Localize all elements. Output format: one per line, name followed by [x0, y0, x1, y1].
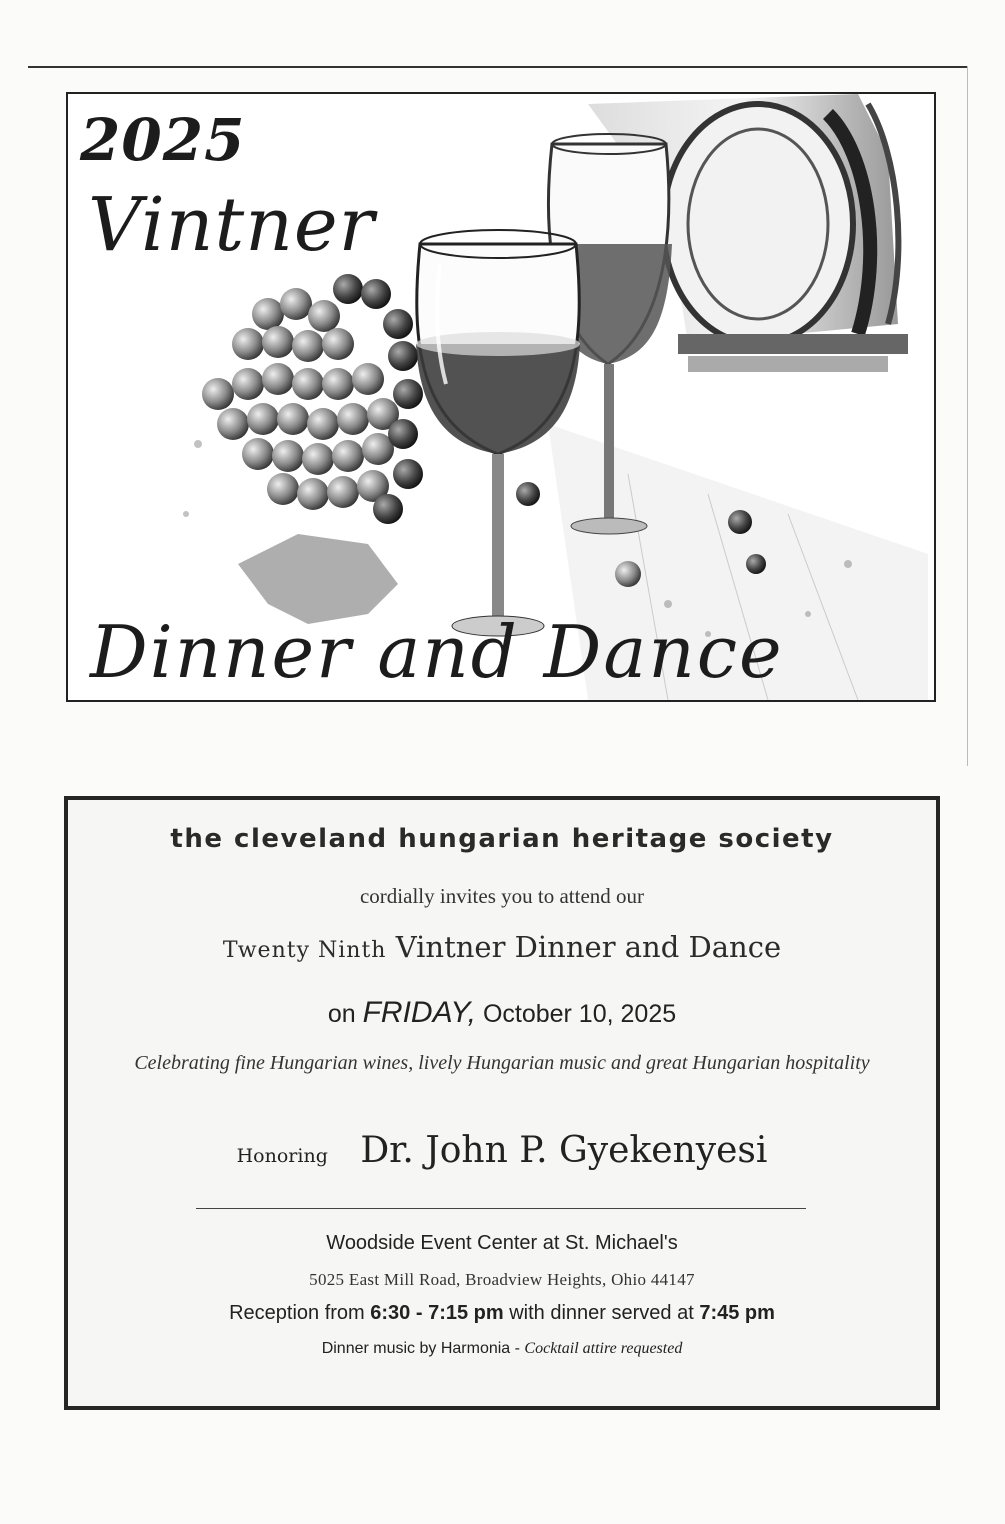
top-rule — [28, 66, 968, 68]
date-rest: October 10, 2025 — [482, 1000, 677, 1028]
venue-address: 5025 East Mill Road, Broadview Heights, Ohio 44147 — [309, 1270, 695, 1289]
vintner-flyer — [66, 92, 936, 702]
divider — [196, 1208, 806, 1209]
event-title-ordinal: Twenty Ninth — [222, 938, 387, 963]
music-and-attire — [68, 1340, 936, 1358]
dinner-music: Dinner music by Harmonia - — [321, 1340, 520, 1357]
event-date — [68, 996, 936, 1030]
honoree-name: Dr. John P. Gyekenyesi — [360, 1130, 768, 1171]
side-rule — [967, 66, 968, 766]
reception-label: Reception from — [229, 1302, 365, 1324]
venue-name: Woodside Event Center at St. Michael's — [326, 1232, 678, 1254]
flyer-vintner-heading: Vintner — [88, 182, 376, 268]
invitation-intro: cordially invites you to attend our — [359, 884, 645, 908]
reception-time: 6:30 - 7:15 pm — [370, 1302, 504, 1324]
society-name: the cleveland hungarian heritage society — [170, 824, 834, 854]
event-title — [68, 930, 936, 964]
celebrating-text: Celebrating fine Hungarian wines, lively Hungarian music and great Hungarian hospitality — [134, 1052, 870, 1074]
flyer-year: 2025 — [80, 106, 246, 174]
date-day: FRIDAY, — [362, 996, 476, 1029]
flyer-dinner-and-dance-heading: Dinner and Dance — [90, 610, 784, 694]
honoring-label: Honoring — [236, 1145, 328, 1167]
attire-note: Cocktail attire requested — [524, 1340, 683, 1357]
date-prefix: on — [327, 1000, 356, 1028]
dinner-time: 7:45 pm — [699, 1302, 775, 1324]
honoring-line — [68, 1130, 936, 1171]
dinner-label: with dinner served at — [509, 1302, 694, 1324]
invitation-card — [64, 796, 940, 1410]
reception-times — [68, 1302, 936, 1325]
event-title-name: Vintner Dinner and Dance — [395, 930, 782, 964]
